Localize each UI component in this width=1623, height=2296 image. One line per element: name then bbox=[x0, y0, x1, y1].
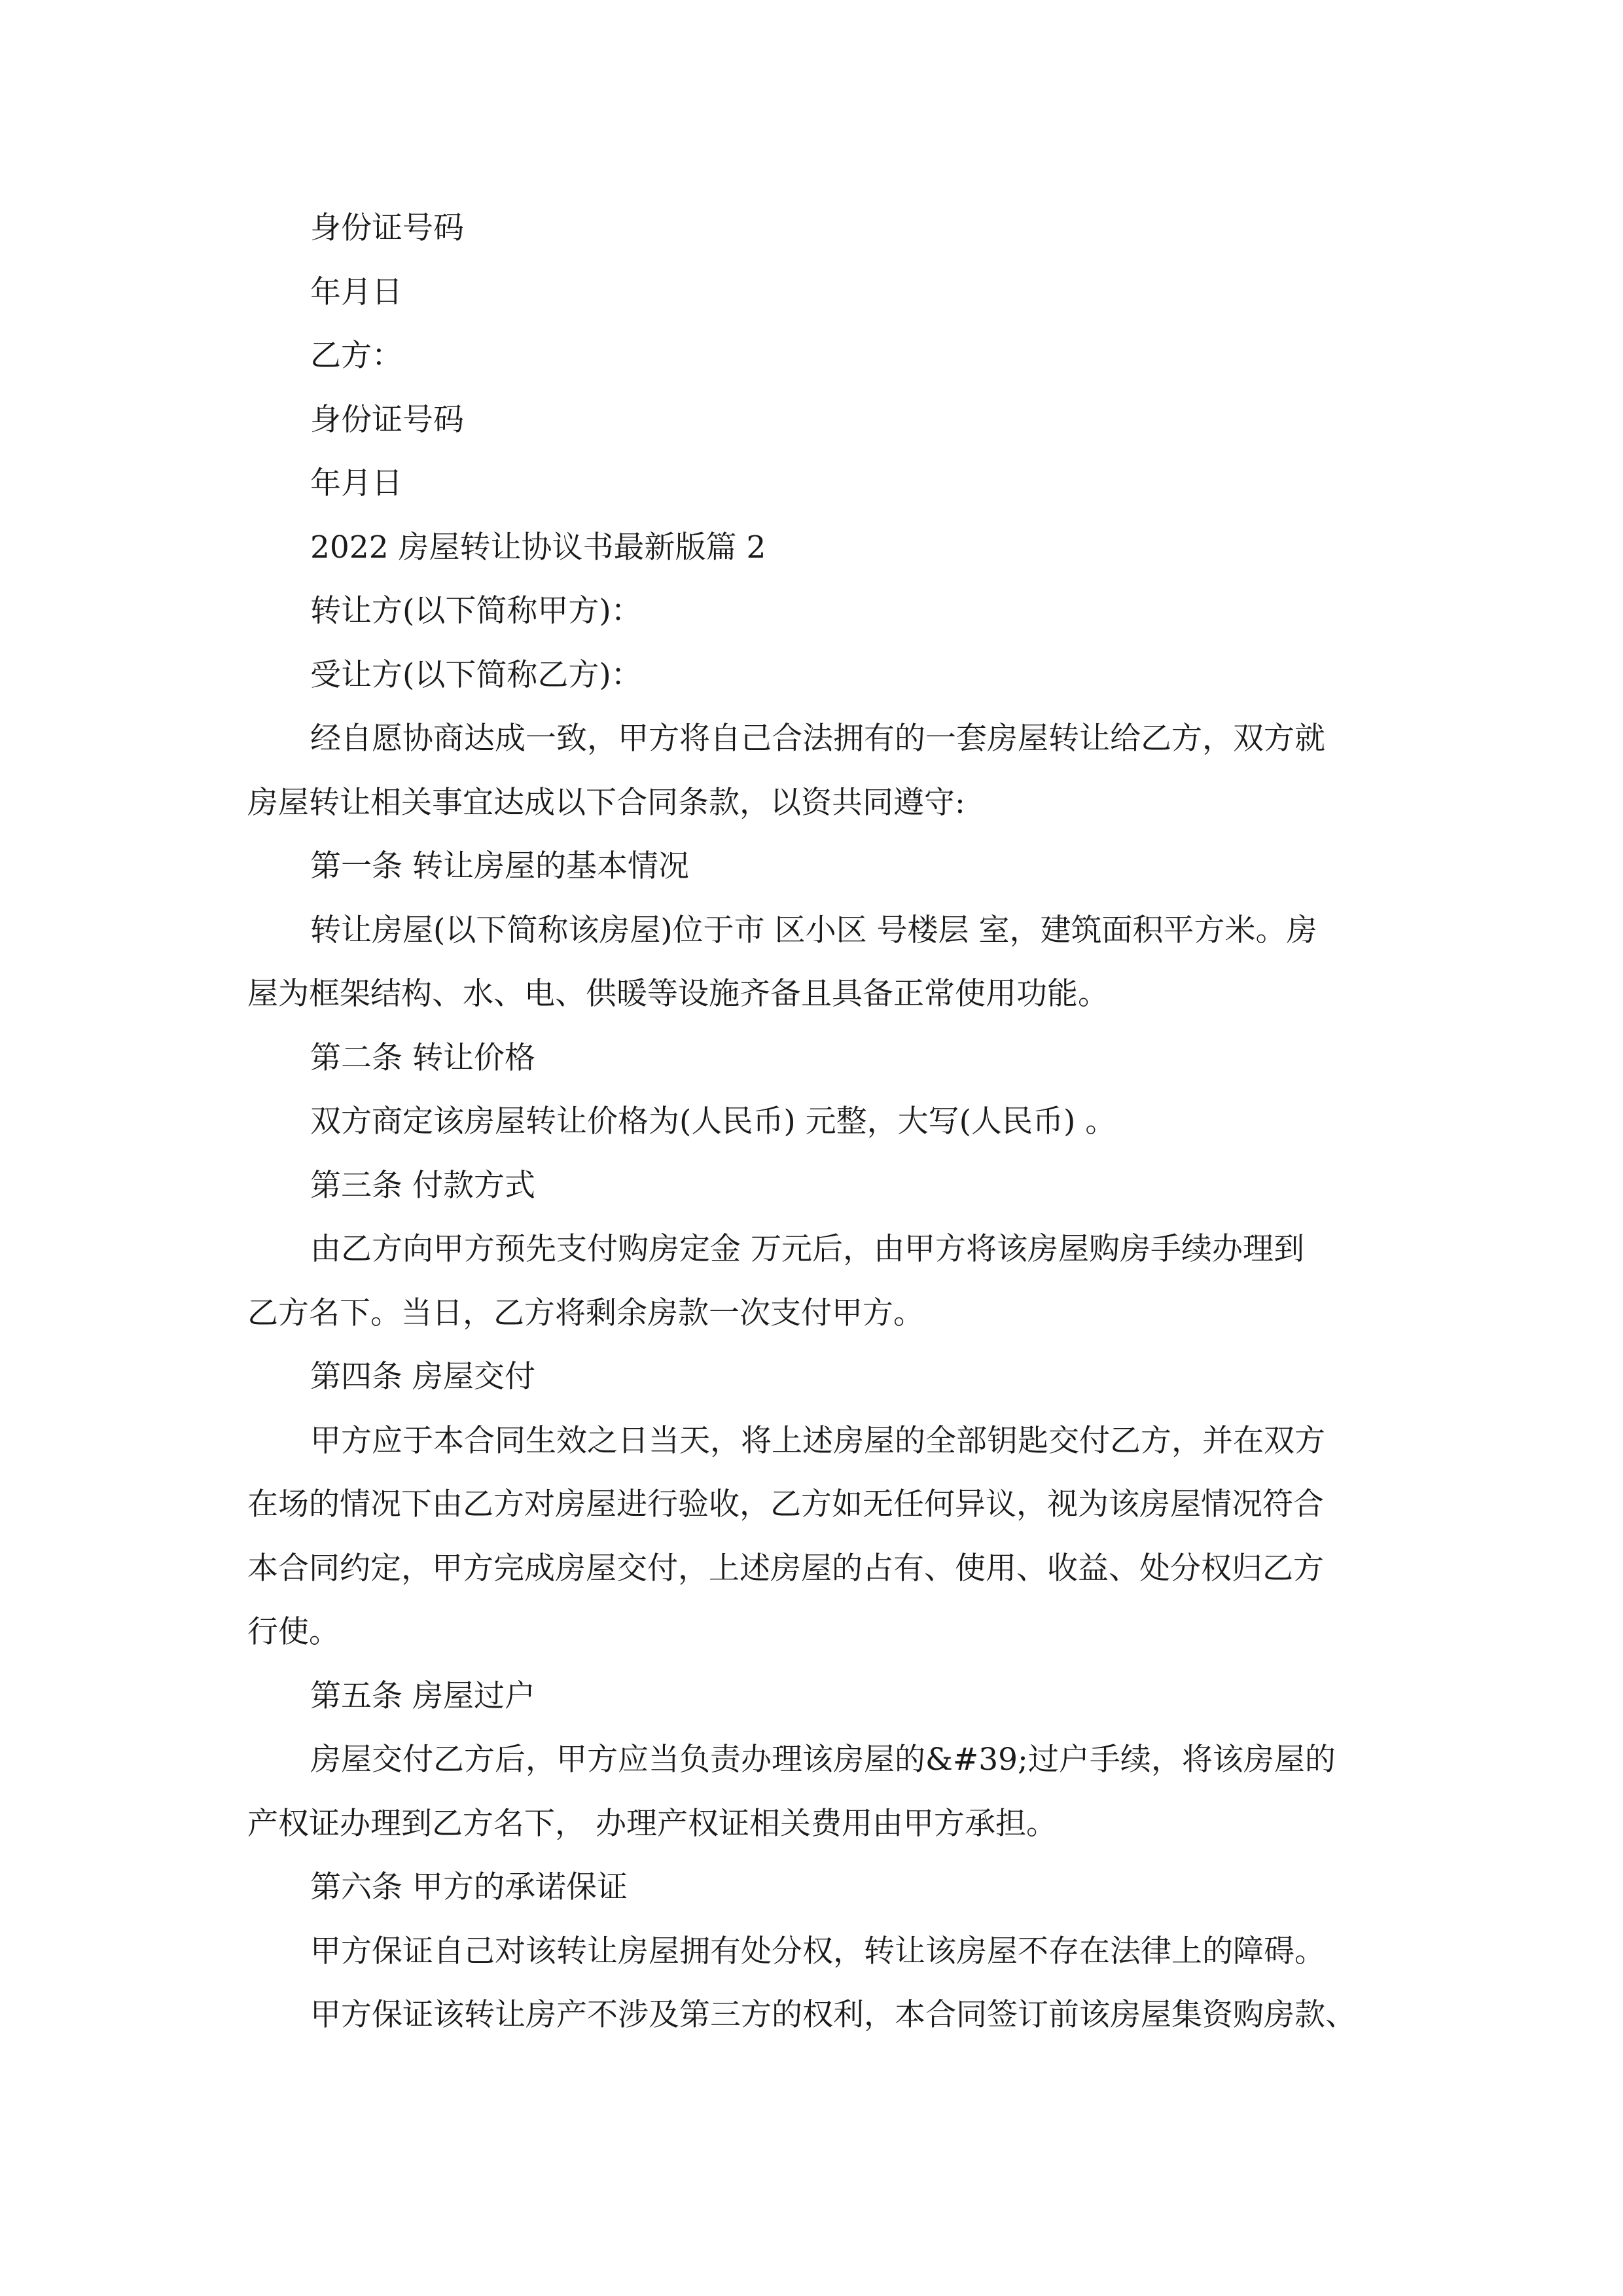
text-line: 乙方： bbox=[310, 338, 402, 374]
text-line: 双方商定该房屋转让价格为(人民币) 元整，大写(人民币) 。 bbox=[310, 1103, 1116, 1139]
text-line: 第六条 甲方的承诺保证 bbox=[310, 1869, 628, 1905]
text-line: 由乙方向甲方预先支付购房定金 万元后，由甲方将该房屋购房手续办理到 bbox=[310, 1231, 1304, 1267]
text-line: 第四条 房屋交付 bbox=[310, 1359, 535, 1395]
text-line: 第二条 转让价格 bbox=[310, 1039, 535, 1076]
document-body bbox=[247, 196, 1376, 2047]
text-line: 年月日 bbox=[310, 274, 402, 310]
text-line: 年月日 bbox=[310, 465, 402, 501]
text-line: 转让房屋(以下简称该房屋)位于市 区小区 号楼层 室，建筑面积平方米。房 bbox=[310, 912, 1317, 948]
text-line: 2022 房屋转让协议书最新版篇 2 bbox=[310, 529, 766, 565]
text-line: 经自愿协商达成一致，甲方将自己合法拥有的一套房屋转让给乙方，双方就 bbox=[310, 721, 1325, 757]
text-line: 乙方名下。当日，乙方将剩余房款一次支付甲方。 bbox=[247, 1295, 924, 1331]
text-line: 第三条 付款方式 bbox=[310, 1167, 535, 1204]
text-line: 甲方保证该转让房产不涉及第三方的权利，本合同签订前该房屋集资购房款、 bbox=[310, 1997, 1356, 2033]
text-line: 产权证办理到乙方名下， 办理产权证相关费用由甲方承担。 bbox=[247, 1805, 1057, 1842]
text-line: 房屋转让相关事宜达成以下合同条款，以资共同遵守: bbox=[247, 784, 965, 821]
text-line: 本合同约定，甲方完成房屋交付，上述房屋的占有、使用、收益、处分权归乙方 bbox=[247, 1550, 1324, 1587]
text-line: 身份证号码 bbox=[310, 210, 464, 246]
text-line: 屋为框架结构、水、电、供暖等设施齐备且具备正常使用功能。 bbox=[247, 976, 1109, 1012]
text-line: 行使。 bbox=[247, 1614, 340, 1650]
text-line: 第五条 房屋过户 bbox=[310, 1677, 535, 1714]
text-line: 甲方应于本合同生效之日当天，将上述房屋的全部钥匙交付乙方，并在双方 bbox=[310, 1422, 1325, 1459]
text-line: 身份证号码 bbox=[310, 401, 464, 438]
text-line: 第一条 转让房屋的基本情况 bbox=[310, 848, 689, 884]
text-line: 在场的情况下由乙方对房屋进行验收，乙方如无任何异议，视为该房屋情况符合 bbox=[247, 1486, 1324, 1522]
text-line: 受让方(以下简称乙方)： bbox=[310, 656, 642, 693]
text-line: 房屋交付乙方后，甲方应当负责办理该房屋的&#39;过户手续，将该房屋的 bbox=[310, 1742, 1336, 1778]
text-line: 甲方保证自己对该转让房屋拥有处分权，转让该房屋不存在法律上的障碍。 bbox=[310, 1933, 1325, 1969]
text-line: 转让方(以下简称甲方)： bbox=[310, 593, 642, 629]
